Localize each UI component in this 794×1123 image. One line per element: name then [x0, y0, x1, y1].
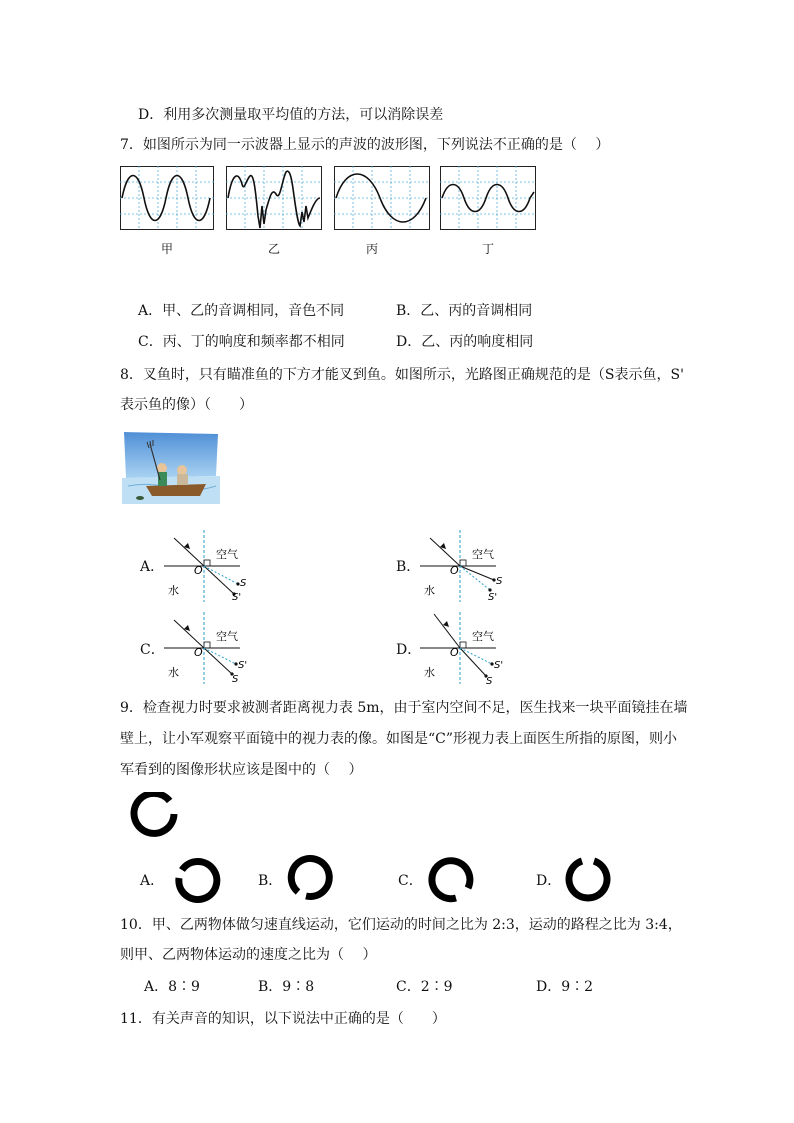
label-air: 空气 [216, 630, 238, 643]
waveform-label-bing: 丙 [365, 242, 378, 256]
c-ring-original-icon [128, 792, 182, 846]
waveform-yi [226, 166, 322, 230]
q10-option-a: A．8∶9 [144, 979, 200, 995]
label-air: 空气 [216, 548, 238, 561]
label-o: O [194, 646, 203, 659]
q8-option-d-letter: D． [396, 642, 422, 658]
label-o: O [450, 564, 459, 577]
c-ring-d-icon [562, 854, 614, 906]
optics-diagram-c [160, 610, 260, 686]
waveform-ding [440, 166, 536, 230]
label-s: S [240, 578, 247, 589]
waveform-label-jia: 甲 [160, 242, 173, 256]
q10-stem-line1: 10．甲、乙两物体做匀速直线运动，它们运动的时间之比为 2:3，运动的路程之比为 3:4， [120, 917, 682, 933]
label-s: S [232, 674, 239, 685]
label-water: 水 [424, 584, 435, 597]
fishing-boat-image [120, 428, 222, 506]
q10-option-c: C．2∶9 [396, 979, 453, 995]
c-ring-a-icon [172, 856, 224, 908]
label-air: 空气 [472, 548, 494, 561]
label-s: S [496, 576, 503, 587]
q8-option-c-letter: C． [140, 642, 165, 658]
label-s: S [486, 676, 493, 686]
c-ring-b-icon [284, 852, 336, 904]
q9-stem-line3: 军看到的图像形状应该是图中的（ ） [120, 762, 363, 778]
label-s-prime: S' [238, 660, 248, 671]
optics-diagram-d [416, 610, 516, 686]
waveform-bing [334, 166, 430, 230]
label-water: 水 [168, 584, 179, 597]
q9-option-c-letter: C． [398, 873, 423, 889]
q10-option-b: B．9∶8 [258, 979, 315, 995]
q7-option-a: A．甲、乙的音调相同，音色不同 [138, 303, 345, 319]
q8-stem-line1: 8．叉鱼时，只有瞄准鱼的下方才能叉到鱼。如图所示，光路图正确规范的是（S表示鱼，S' [120, 367, 684, 383]
label-s-prime: S' [488, 592, 498, 603]
waveform-jia [120, 166, 214, 230]
label-s-prime: S' [494, 660, 504, 671]
q11-stem: 11．有关声音的知识，以下说法中正确的是（ ） [120, 1011, 446, 1027]
q9-option-a-letter: A． [140, 873, 165, 889]
c-ring-c-icon [424, 854, 476, 906]
optics-diagram-b [416, 528, 516, 604]
q8-stem-line2: 表示鱼的像）（ ） [120, 397, 253, 413]
waveform-label-ding: 丁 [481, 242, 494, 256]
label-water: 水 [424, 666, 435, 679]
q9-stem-line2: 壁上，让小军观察平面镜中的视力表的像。如图是“C”形视力表上面医生所指的原图，则小 [120, 731, 678, 747]
label-air: 空气 [472, 630, 494, 643]
q7-option-d: D．乙、丙的响度相同 [396, 334, 534, 350]
label-water: 水 [168, 666, 179, 679]
q10-stem-line2: 则甲、乙两物体运动的速度之比为（ ） [120, 947, 377, 963]
q9-option-b-letter: B． [258, 873, 283, 889]
label-s-prime: S' [232, 592, 242, 603]
q7-option-b: B．乙、丙的音调相同 [396, 303, 533, 319]
q8-option-b-letter: B． [396, 559, 421, 575]
q6-option-d: D．利用多次测量取平均值的方法，可以消除误差 [138, 107, 444, 123]
optics-diagram-a [160, 528, 260, 604]
q9-option-d-letter: D． [536, 873, 562, 889]
q8-option-a-letter: A． [140, 559, 165, 575]
label-o: O [450, 646, 459, 659]
q7-stem: 7．如图所示为同一示波器上显示的声波的波形图，下列说法不正确的是（ ） [120, 137, 610, 153]
q9-stem-line1: 9．检查视力时要求被测者距离视力表 5m，由于室内空间不足，医生找来一块平面镜挂在墙 [120, 700, 688, 716]
waveform-label-yi: 乙 [267, 242, 280, 256]
q7-option-c: C．丙、丁的响度和频率都不相同 [138, 334, 345, 350]
q10-option-d: D．9∶2 [536, 979, 594, 995]
label-o: O [194, 564, 203, 577]
